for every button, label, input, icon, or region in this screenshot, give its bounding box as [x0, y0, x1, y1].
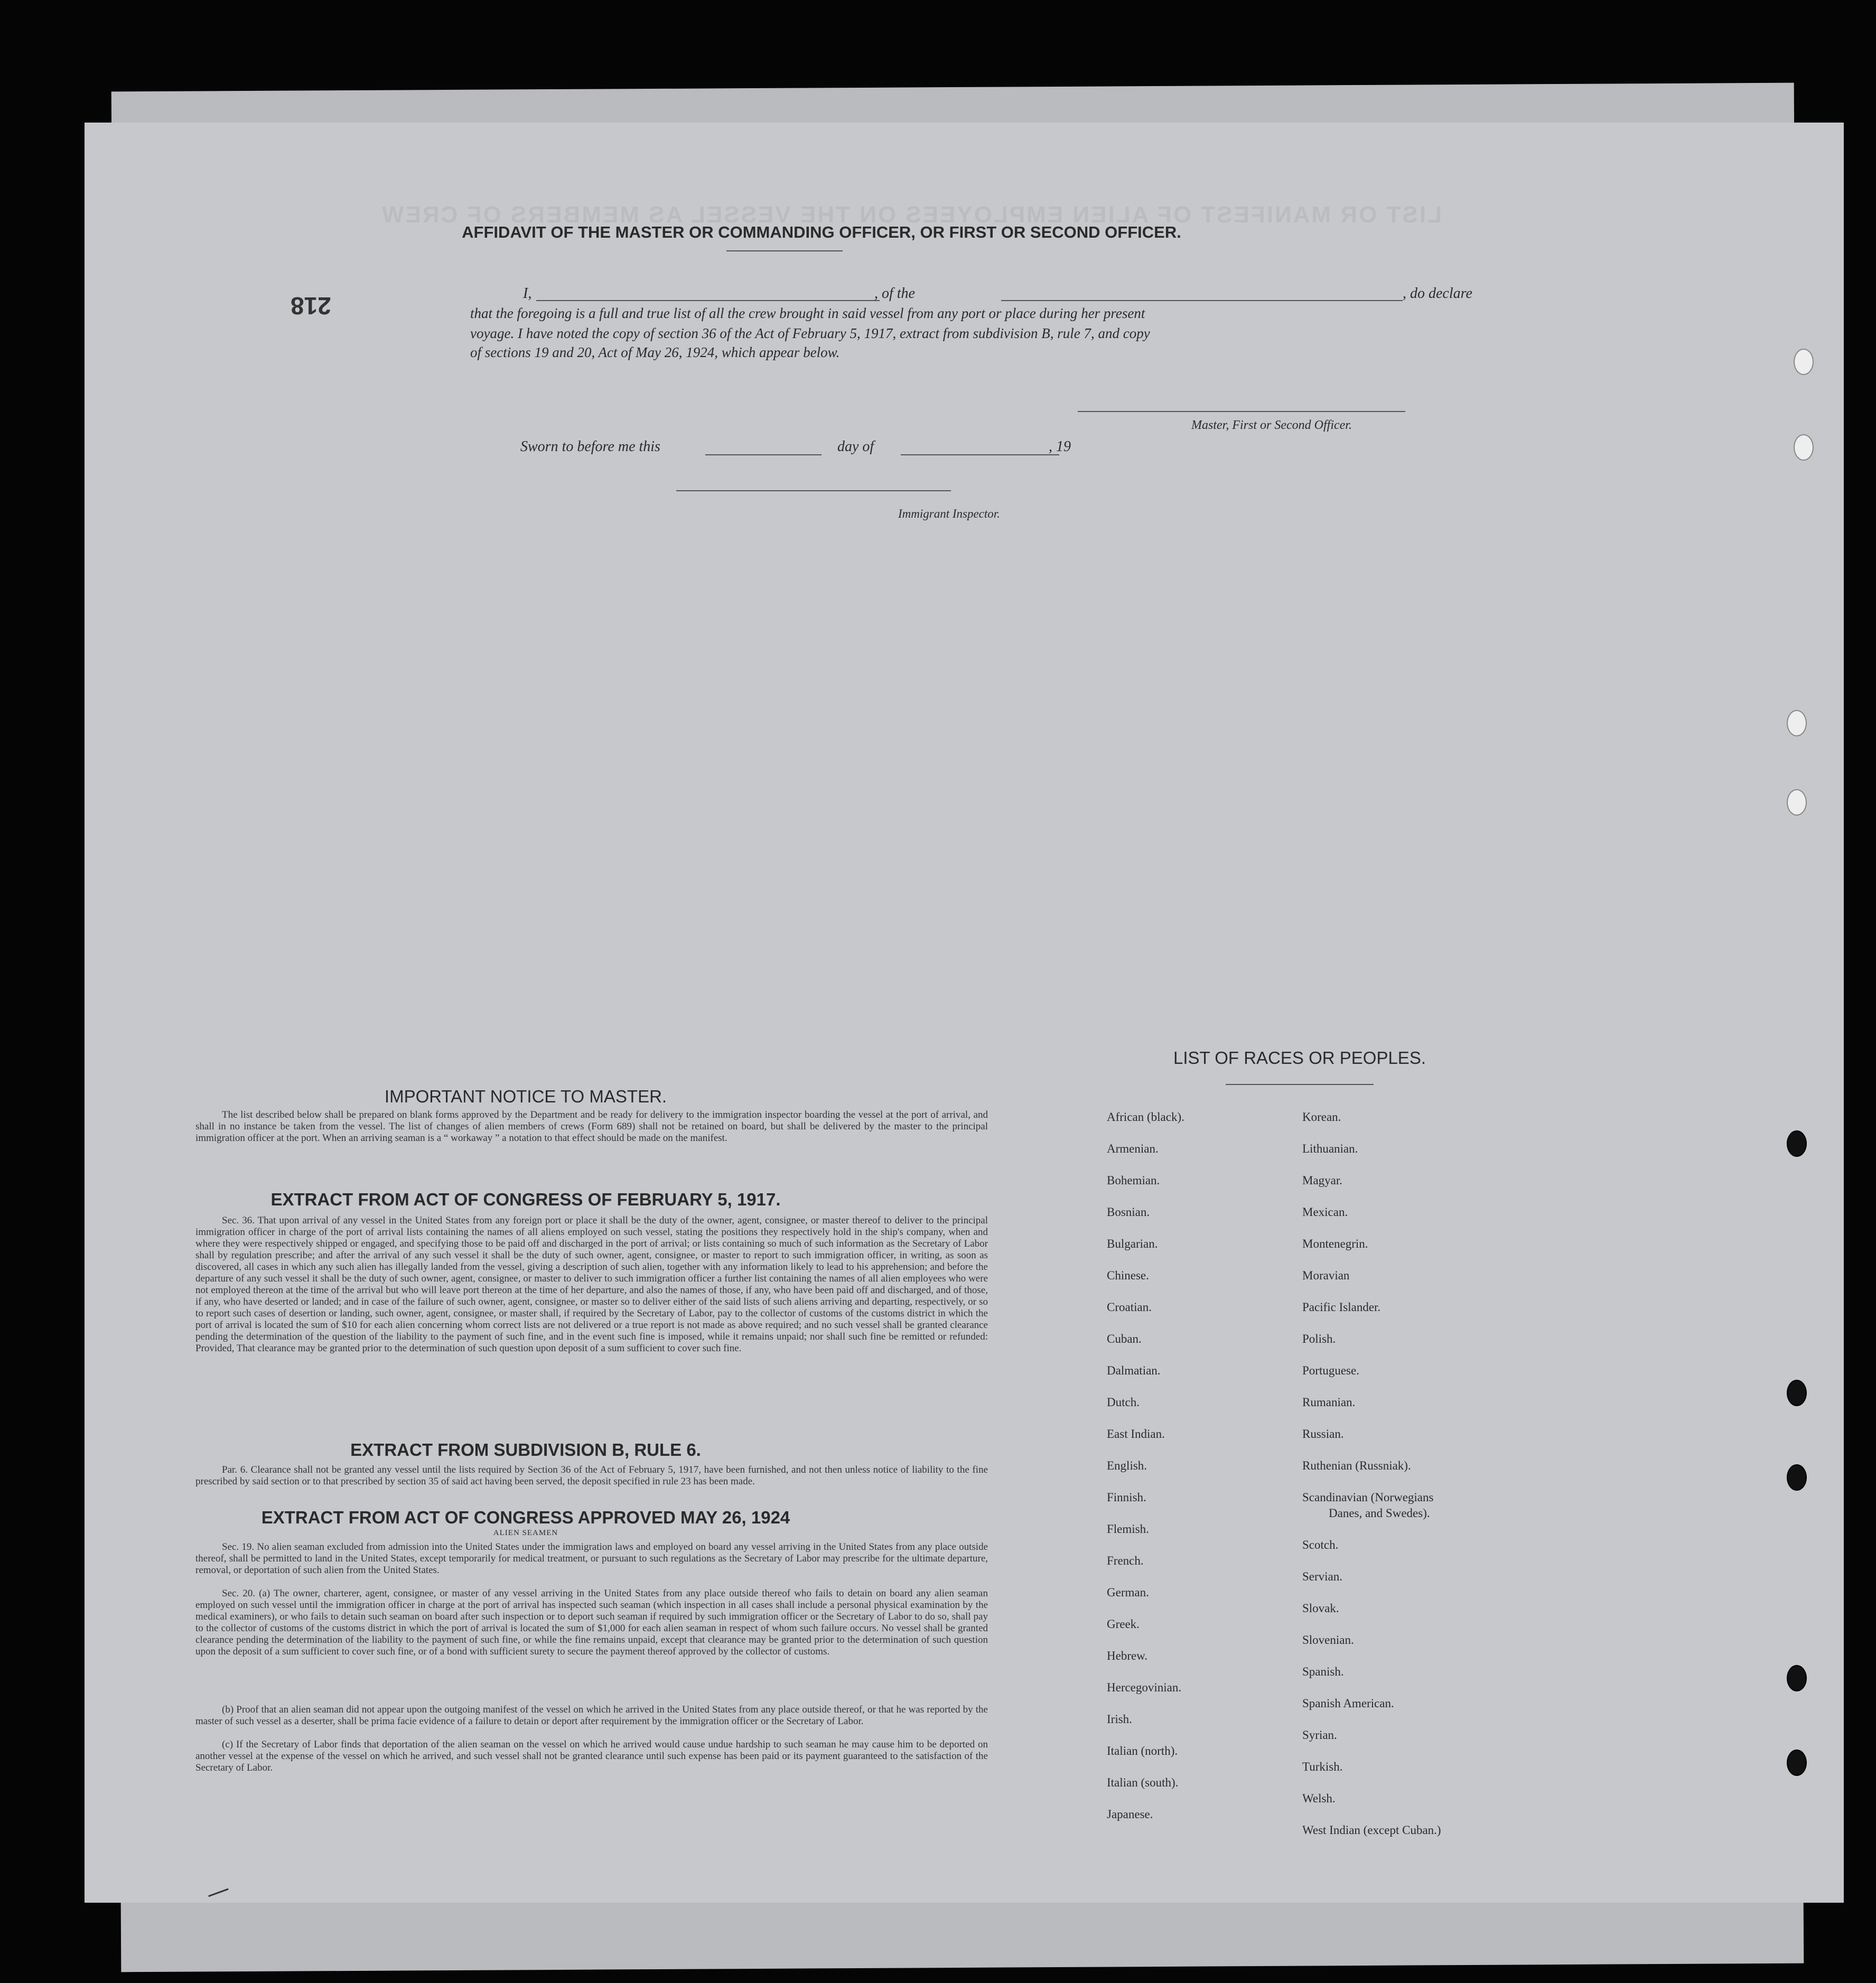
race-item: Welsh. [1302, 1792, 1336, 1805]
race-item: Bosnian. [1107, 1205, 1150, 1219]
master-name-line[interactable] [536, 300, 880, 301]
race-item: Ruthenian (Russniak). [1302, 1459, 1411, 1472]
race-item: French. [1107, 1554, 1144, 1567]
race-item: Servian. [1302, 1570, 1343, 1583]
race-item: Portuguese. [1302, 1364, 1359, 1377]
race-item: Rumanian. [1302, 1396, 1356, 1409]
important-notice-text: The list described below shall be prepared on blank forms approved by the Department and be ready for delivery to the immigration inspector boarding the vessel at the port of arrival, and shall in no instance be taken from the vessel. The list of changes of alien members of crews (Form 689) shall not be retained on board, but shall be delivered by the master to the principal immigration officer at the port. When an arriving seaman is a “ workaway ” a notation to that effect should be made on the manifest. [195, 1109, 988, 1144]
binder-hole [1787, 789, 1807, 816]
race-item: Bohemian. [1107, 1174, 1160, 1187]
extract-1924-sec20b: (b) Proof that an alien seaman did not appear upon the outgoing manifest of the vessel on which he arrived in the United States from any place outside thereof, or that he was reported by the master of such vessel as a deserter, shall be prima facie evidence of a failure to detain or deport after requirement by the immigration officer or the Secretary of Labor. [195, 1704, 988, 1727]
race-item: West Indian (except Cuban.) [1302, 1823, 1441, 1837]
race-item: East Indian. [1107, 1427, 1165, 1441]
handwritten-mark [204, 1878, 228, 1897]
sworn-day-of-label: day of [837, 438, 874, 455]
extract-1924-sec20a: Sec. 20. (a) The owner, charterer, agent, consignee, or master of any vessel arriving in the United States from any place outside thereof who fails to detain on board any alien seaman employed on such vessel until the immigration officer in charge at the port of arrival has inspected such seaman (which inspection in all cases shall include a personal physical examination by the medical examiners), or who fails to detain such seaman on board after such inspection or to deport such seaman if required by such immigration officer or the Secretary of Labor to do so, shall pay to the collector of customs of the customs district in which the port of arrival is located the sum of $1,000 for each alien seaman in respect of whom such failure occurs. No vessel shall be granted clearance pending the determination of the liability to the payment of such fine, or while the fine remains unpaid, except that clearance may be granted prior to the determination of such question upon the deposit of a sum sufficient to cover such fine, or of a bond with sufficient surety to secure the payment thereof approved by the collector of customs. [195, 1588, 988, 1657]
extract-1917-text: Sec. 36. That upon arrival of any vessel in the United States from any foreign port or place it shall be the duty of the owner, agent, consignee, or master thereof to deliver to the principal immigration officer in charge of the port of arrival lists containing the names of all aliens employed on such vessel, stating the positions they respectively hold in the ship's company, when and where they were respectively shipped or engaged, and specifying those to be paid off and discharged in the port of arrival; or lists containing so much of such information as the Secretary of Labor shall by regulation prescribe; and after the arrival of any such vessel it shall be the duty of such owner, agent, consignee, or master to report to such immigration officer, in writing, as soon as discovered, all cases in which any such alien has illegally landed from the vessel, giving a description of such alien, together with any information likely to lead to his apprehension; and before the departure of any such vessel it shall be the duty of such owner, agent, consignee, or master to deliver to such immigration officer a further list containing the names of all alien employees who were not employed thereon at the time of the arrival but who will leave port thereon at the time of her departure, and also the names of those, if any, who have been paid off and discharged, and of those, if any, who have deserted or landed; and in case of the failure of such owner, agent, consignee, or master so to deliver either of the said lists of such aliens arriving and departing, respectively, or so to report such cases of desertion or landing, such owner, agent, consignee, or master shall, if required by the Secretary of Labor, pay to the collector of customs of the customs district in which the port of arrival is located the sum of $10 for each alien concerning whom correct lists are not delivered or a true report is not made as above required; and no such vessel shall be granted clearance pending the determination of the question of the liability to the payment of such fine, and in the event such fine is imposed, while it remains unpaid; nor shall such fine be remitted or refunded: Provided, That clearance may be granted prior to the determination of such question upon deposit of a sum sufficient to cover such fine. [195, 1215, 988, 1354]
affidavit-rule [726, 250, 843, 251]
race-item: Bulgarian. [1107, 1237, 1158, 1250]
race-item: Magyar. [1302, 1174, 1343, 1187]
binder-hole [1794, 434, 1814, 461]
race-item: Italian (north). [1107, 1744, 1178, 1757]
race-item: German. [1107, 1586, 1149, 1599]
race-item: Cuban. [1107, 1332, 1142, 1345]
race-item: Slovak. [1302, 1602, 1339, 1615]
extract-1924-subtitle: ALIEN SEAMEN [493, 1529, 558, 1537]
vessel-name-line[interactable] [1001, 300, 1403, 301]
races-rule [1226, 1084, 1374, 1085]
binder-hole [1794, 349, 1814, 375]
race-item: Scotch. [1302, 1538, 1339, 1551]
sworn-day-line[interactable] [705, 454, 822, 455]
inspector-caption: Immigrant Inspector. [898, 507, 1000, 520]
affidavit-line-2: voyage. I have noted the copy of section 36 of the Act of February 5, 1917, extract from subdivision B, rule 7, and copy [470, 325, 1150, 341]
race-item: Scandinavian (Norwegians [1302, 1491, 1434, 1504]
race-item: Syrian. [1302, 1728, 1337, 1742]
race-item: Pacific Islander. [1302, 1301, 1381, 1314]
affidavit-line-3: of sections 19 and 20, Act of May 26, 1924, which appear below. [470, 344, 840, 360]
race-item: Irish. [1107, 1713, 1132, 1726]
extract-1924-sec19: Sec. 19. No alien seaman excluded from admission into the United States under the immigration laws and employed on board any vessel arriving in the United States from any place outside thereof, shall be permitted to land in the United States, except temporarily for medical treatment, or pursuant to such regulations as the Secretary of Labor may prescribe for the ultimate departure, removal, or deportation of such alien from the United States. [195, 1541, 988, 1576]
binder-hole [1787, 1665, 1807, 1691]
race-item: Russian. [1302, 1427, 1344, 1441]
races-title: LIST OF RACES OR PEOPLES. [1173, 1048, 1426, 1068]
race-item: Spanish. [1302, 1665, 1344, 1678]
race-item: Flemish. [1107, 1522, 1149, 1536]
binder-hole [1787, 710, 1807, 736]
binder-hole [1787, 1380, 1807, 1406]
race-item: Dalmatian. [1107, 1364, 1161, 1377]
race-item: Moravian [1302, 1269, 1350, 1282]
extract-1924-title: EXTRACT FROM ACT OF CONGRESS APPROVED MAY 26, 1924 [261, 1508, 790, 1527]
race-item: Montenegrin. [1302, 1237, 1368, 1250]
race-item: Polish. [1302, 1332, 1336, 1345]
extract-1917-title: EXTRACT FROM ACT OF CONGRESS OF FEBRUARY 5, 1917. [270, 1190, 781, 1209]
race-item: Italian (south). [1107, 1776, 1179, 1789]
race-item: English. [1107, 1459, 1147, 1472]
affidavit-i-label: I, [523, 285, 532, 302]
affidavit-title: AFFIDAVIT OF THE MASTER OR COMMANDING OFFICER, OR FIRST OR SECOND OFFICER. [462, 223, 1181, 241]
race-item: Chinese. [1107, 1269, 1149, 1282]
race-item: Finnish. [1107, 1491, 1146, 1504]
race-item: Hercegovinian. [1107, 1681, 1182, 1694]
document-page [85, 123, 1844, 1903]
extract-rule6-title: EXTRACT FROM SUBDIVISION B, RULE 6. [350, 1440, 701, 1460]
sworn-month-line[interactable] [901, 454, 1059, 455]
binder-hole [1787, 1130, 1807, 1157]
race-item: Turkish. [1302, 1760, 1343, 1773]
affidavit-declare-label: , do declare [1403, 285, 1472, 302]
important-notice-title: IMPORTANT NOTICE TO MASTER. [384, 1087, 667, 1106]
master-signature-caption: Master, First or Second Officer. [1191, 418, 1352, 432]
binder-hole [1787, 1750, 1807, 1776]
race-item: Slovenian. [1302, 1633, 1354, 1647]
master-signature-line[interactable] [1078, 411, 1405, 412]
inspector-signature-line[interactable] [676, 490, 951, 491]
extract-1924-sec20c: (c) If the Secretary of Labor finds that deportation of the alien seaman on the vessel on which he arrived would cause undue hardship to such seaman he may cause him to be deported on another vessel at the expense of the vessel on which he arrived, and such vessel shall not be granted clearance until such expense has been paid or its payment guaranteed to the satisfaction of the Secretary of Labor. [195, 1739, 988, 1773]
extract-rule6-text: Par. 6. Clearance shall not be granted any vessel until the lists required by Section 36 of the Act of February 5, 1917, have been furnished, and not then unless notice of liability to the fine prescribed by said section or to that prescribed by section 35 of said act having been served, the deposit specified in rule 23 has been made. [195, 1464, 988, 1487]
race-item: Korean. [1302, 1110, 1341, 1124]
race-item: Armenian. [1107, 1142, 1159, 1155]
binder-hole [1787, 1464, 1807, 1491]
race-item: Japanese. [1107, 1808, 1153, 1821]
sworn-label: Sworn to before me this [520, 438, 660, 455]
race-item: Lithuanian. [1302, 1142, 1358, 1155]
sheet-number: 218 [291, 292, 331, 320]
race-item: Hebrew. [1107, 1649, 1148, 1662]
race-item: Dutch. [1107, 1396, 1140, 1409]
race-item: Mexican. [1302, 1205, 1348, 1219]
race-item: Spanish American. [1302, 1697, 1394, 1710]
bleed-through-heading: LIST OR MANIFEST OF ALIEN EMPLOYEES ON THE VESSEL AS MEMBERS OF CREW [380, 202, 1442, 228]
affidavit-of-the-label: , of the [874, 285, 915, 302]
race-item: Croatian. [1107, 1301, 1152, 1314]
race-item: Greek. [1107, 1617, 1140, 1631]
race-item: Danes, and Swedes). [1329, 1507, 1430, 1520]
race-item: African (black). [1107, 1110, 1184, 1124]
sworn-year-label: , 19 [1049, 438, 1071, 455]
affidavit-line-1: that the foregoing is a full and true list of all the crew brought in said vessel from any port or place during her present [470, 305, 1145, 321]
